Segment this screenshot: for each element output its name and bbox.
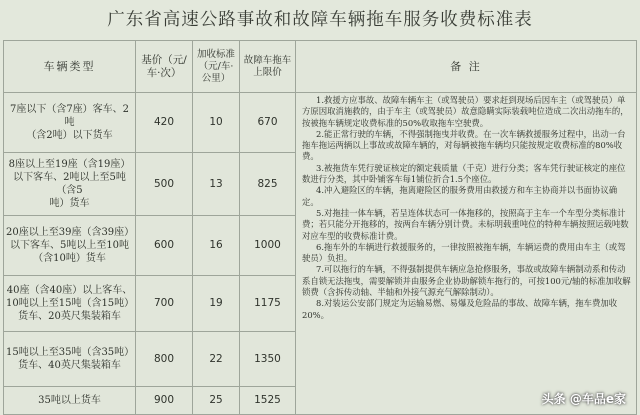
watermark: 头条 @车品e家 (541, 392, 626, 406)
cap-price-cell: 825 (240, 153, 296, 216)
remarks-cell (296, 93, 637, 415)
vehicle-type-cell (4, 332, 136, 387)
vehicle-type-line: 20座以上至39座（含39座） (6, 227, 135, 238)
vehicle-type-cell (4, 387, 136, 415)
remark-item: 6.拖车外的车辆进行救援服务的，一律按照被拖车辆，车辆运费的费用由车主（或驾驶员）负担。 (302, 241, 626, 264)
vehicle-type-line: 15吨以上至35吨（含35吨） (6, 347, 135, 358)
vehicle-type-line: 以下客车、5吨以上至10吨 (9, 240, 130, 251)
cap-price-cell: 1175 (240, 276, 296, 332)
vehicle-type-line: 7座以下（含7座）客车、2吨 (9, 104, 130, 128)
header-cap-price-line: 故障车拖车 (243, 54, 292, 66)
header-base-price-line: 车·次） (146, 66, 182, 79)
vehicle-type-line: 货车、20英尺集装箱车 (18, 311, 121, 322)
vehicle-type-line: （含2吨）以下货车 (26, 130, 113, 141)
fee-table (3, 40, 637, 415)
table-header-row (4, 41, 637, 93)
vehicle-type-line: 吨）货车 (49, 198, 90, 209)
header-vehicle-type: 车辆类型 (4, 41, 136, 93)
remark-item: 7.可以拖行的车辆，不得强制提供车辆应急抢修服务，事故或故障车辆制动系和传动系自锁无法拖曳，需要解锁并由服务企业协助解锁车拖行的，可按100元/轴的标准加收解锁费（含拆传动轴、半轴和外接气源充气解除制动）。 (302, 264, 631, 298)
vehicle-type-line: 35吨以上货车 (38, 395, 101, 406)
header-cap-price-line: 上限价 (253, 66, 282, 78)
remark-item: 3.被拖货车凭行驶证核定的额定载质量（千克）进行分类；客车凭行驶证核定的座位数进行分类，其中卧铺客车每1铺位折合1.5个座位。 (302, 162, 626, 185)
page-title: 广东省高速公路事故和故障车辆拖车服务收费标准表 (107, 10, 533, 30)
vehicle-type-cell (4, 93, 136, 153)
surcharge-cell: 22 (193, 332, 240, 387)
cap-price-cell: 1000 (240, 216, 296, 276)
vehicle-type-line: 以下客车、2吨以上至5吨（含5 (13, 172, 126, 196)
base-price-cell: 700 (136, 276, 193, 332)
remark-item: 8.对装运公安部门规定为运输易燃、易爆及危险品的事故、故障车辆，拖车费加收20%。 (302, 298, 618, 320)
header-surcharge-line: 加收标准 (196, 48, 235, 60)
base-price-cell: 600 (136, 216, 193, 276)
base-price-cell: 500 (136, 153, 193, 216)
header-surcharge-line: （元/车· (198, 60, 234, 72)
cap-price-cell: 1525 (240, 387, 296, 415)
header-remarks: 备 注 (296, 41, 637, 93)
surcharge-cell: 10 (193, 93, 240, 153)
base-price-cell: 800 (136, 332, 193, 387)
header-base-price (136, 41, 193, 93)
table-row (4, 93, 637, 153)
vehicle-type-cell (4, 276, 136, 332)
vehicle-type-line: 40座（含40座）以上客车、 (6, 285, 133, 296)
vehicle-type-line: 货车、40英尺集装箱车 (18, 360, 121, 371)
header-surcharge-line: 公里） (201, 72, 231, 84)
base-price-cell: 420 (136, 93, 193, 153)
vehicle-type-cell (4, 153, 136, 216)
header-cap-price (240, 41, 296, 93)
remark-item: 1.救援方应事故、故障车辆车主（或驾驶员）要求赶到现场后因车主（或驾驶员）单方原因取消施救的，由于车主（或驾驶员）故意隐瞒实际装载吨位造成二次出动拖车的，按被拖车辆规定收费标准的50%收取拖车空驶费。 (302, 95, 629, 128)
cap-price-cell: 670 (240, 93, 296, 153)
surcharge-cell: 16 (193, 216, 240, 276)
remark-item: 4.冲入避险区的车辆，拖离避险区的服务费用由救援方和车主协商并以书面协议确定。 (302, 185, 618, 207)
base-price-cell: 900 (136, 387, 193, 415)
header-base-price-line: 基价（元/ (141, 53, 187, 66)
header-surcharge (193, 41, 240, 93)
remark-item: 2.能正常行驶的车辆，不得强制拖曳并收费。在一次车辆救援服务过程中，出动一台拖车拖运两辆以上事故或故障车辆的，对每辆被拖车辆均只能按规定收费标准的80%收费。 (302, 128, 626, 162)
remark-item: 5.对拖挂一体车辆，若呈连体状态可一体拖移的，按照高于主车一个车型分类标准计费；若只能分开拖移的，按两台车辆分别计费。未标明载重吨位的特种车辆按照运载吨数对应车型的收费标准计费。 (302, 207, 629, 241)
surcharge-cell: 25 (193, 387, 240, 415)
vehicle-type-line: 8座以上至19座（含19座） (8, 159, 131, 170)
vehicle-type-line: （含10吨）货车 (33, 253, 106, 264)
vehicle-type-cell (4, 216, 136, 276)
cap-price-cell: 1350 (240, 332, 296, 387)
surcharge-cell: 19 (193, 276, 240, 332)
vehicle-type-line: 10吨以上至15吨（含15吨） (6, 298, 135, 309)
surcharge-cell: 13 (193, 153, 240, 216)
